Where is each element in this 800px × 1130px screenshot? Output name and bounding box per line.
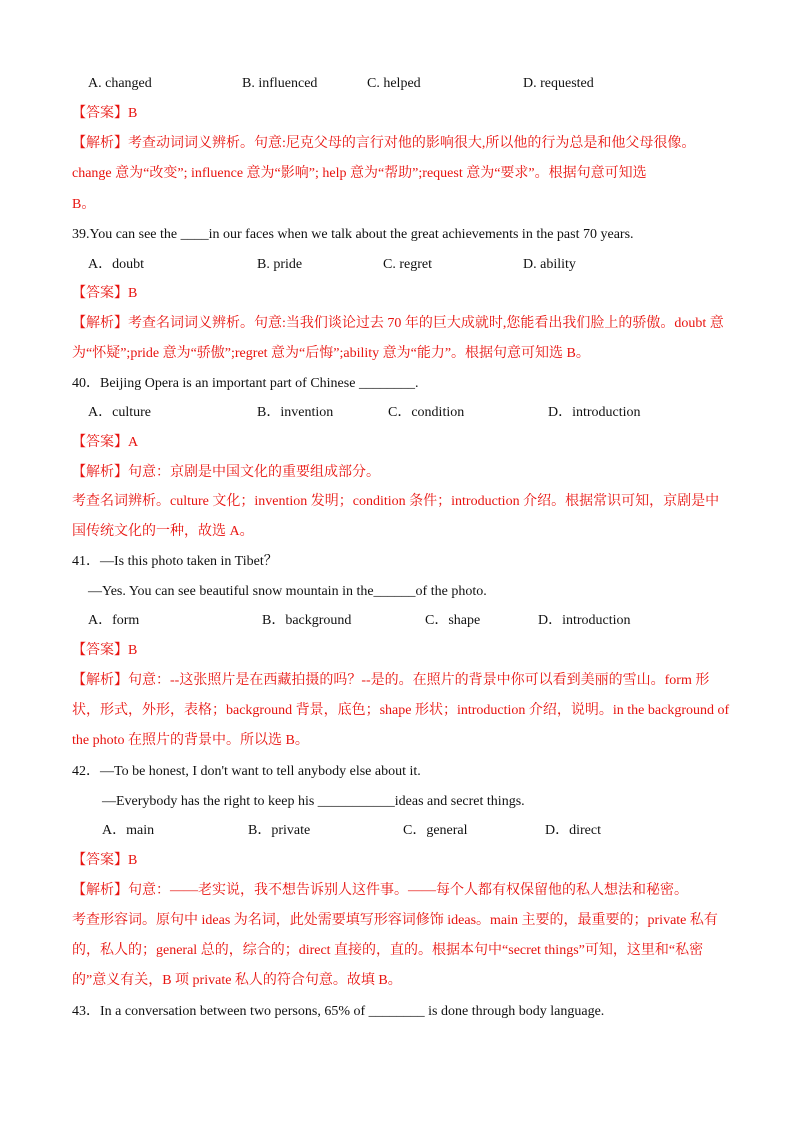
analysis-line: the photo 在照片的背景中。所以选 B。 bbox=[72, 733, 309, 748]
analysis-line: 【解析】考查名词词义辨析。句意:当我们谈论过去 70 年的巨大成就时,您能看出我们脸上的骄傲。doubt 意 bbox=[72, 316, 724, 331]
analysis-line: B。 bbox=[72, 197, 96, 212]
analysis-line: 【解析】考查动词词义辨析。句意:尼克父母的言行对他的影响很大,所以他的行为总是和他父母很像。 bbox=[72, 136, 696, 151]
analysis-line: 国传统文化的一种，故选 A。 bbox=[72, 524, 254, 539]
analysis-line: 【解析】句意：京剧是中国文化的重要组成部分。 bbox=[72, 465, 380, 480]
question-stem: 40．Beijing Opera is an important part of Chinese ________. bbox=[72, 376, 419, 391]
option-a: A. changed bbox=[88, 76, 152, 91]
option-d: D．introduction bbox=[538, 613, 631, 628]
option-c: C．shape bbox=[425, 613, 481, 628]
analysis-line: 的，私人的；general 总的，综合的；direct 直接的，直的。根据本句中“secret things”可知，这里和“私密 bbox=[72, 943, 704, 958]
option-b: B．private bbox=[248, 823, 311, 838]
question-stem: 43．In a conversation between two persons, 65% of ________ is done through body language. bbox=[72, 1004, 605, 1019]
analysis-line: 考查形容词。原句中 ideas 为名词，此处需要填写形容词修饰 ideas。main 主要的，最重要的；private 私有 bbox=[72, 913, 718, 928]
analysis-line: 【解析】句意：——老实说，我不想告诉别人这件事。——每个人都有权保留他的私人想法和秘密。 bbox=[72, 883, 688, 898]
answer-label: 【答案】A bbox=[72, 435, 139, 450]
option-d: D. requested bbox=[523, 76, 594, 91]
option-b: B. pride bbox=[257, 257, 303, 272]
analysis-line: 考查名词辨析。culture 文化；invention 发明；condition 条件；introduction 介绍。根据常识可知，京剧是中 bbox=[72, 494, 720, 509]
answer-label: 【答案】B bbox=[72, 643, 138, 658]
analysis-line: 的”意义有关，B 项 private 私人的符合句意。故填 B。 bbox=[72, 973, 402, 988]
analysis-line: 为“怀疑”;pride 意为“骄傲”;regret 意为“后悔”;ability 意为“能力”。根据句意可知选 B。 bbox=[72, 346, 590, 361]
answer-label: 【答案】B bbox=[72, 106, 138, 121]
question-stem: —Yes. You can see beautiful snow mountain in the______of the photo. bbox=[88, 584, 487, 599]
question-stem: 39.You can see the ____in our faces when we talk about the great achievements in the past 70 years. bbox=[72, 227, 634, 242]
option-c: C. regret bbox=[383, 257, 432, 272]
option-c: C．general bbox=[403, 823, 468, 838]
option-d: D. ability bbox=[523, 257, 576, 272]
answer-label: 【答案】B bbox=[72, 286, 138, 301]
option-c: C. helped bbox=[367, 76, 421, 91]
question-stem: —Everybody has the right to keep his ___________ideas and secret things. bbox=[102, 794, 525, 809]
answer-label: 【答案】B bbox=[72, 853, 138, 868]
option-c: C．condition bbox=[388, 405, 465, 420]
option-a: A．main bbox=[102, 823, 155, 838]
option-d: D．direct bbox=[545, 823, 601, 838]
analysis-line: 状，形式，外形，表格；background 背景，底色；shape 形状；introduction 介绍，说明。in the background of bbox=[72, 703, 730, 718]
option-a: A．culture bbox=[88, 405, 151, 420]
question-stem: 42．—To be honest, I don't want to tell anybody else about it. bbox=[72, 764, 421, 779]
option-b: B. influenced bbox=[242, 76, 318, 91]
analysis-line: 【解析】句意：--这张照片是在西藏拍摄的吗？--是的。在照片的背景中你可以看到美丽的雪山。form 形 bbox=[72, 673, 710, 688]
option-a: A．form bbox=[88, 613, 140, 628]
analysis-line: change 意为“改变”; influence 意为“影响”; help 意为“帮助”;request 意为“要求”。根据句意可知选 bbox=[72, 166, 647, 181]
option-b: B．background bbox=[262, 613, 352, 628]
option-a: A．doubt bbox=[88, 257, 144, 272]
option-b: B．invention bbox=[257, 405, 334, 420]
option-d: D．introduction bbox=[548, 405, 641, 420]
question-stem: 41．—Is this photo taken in Tibet？ bbox=[72, 554, 278, 569]
